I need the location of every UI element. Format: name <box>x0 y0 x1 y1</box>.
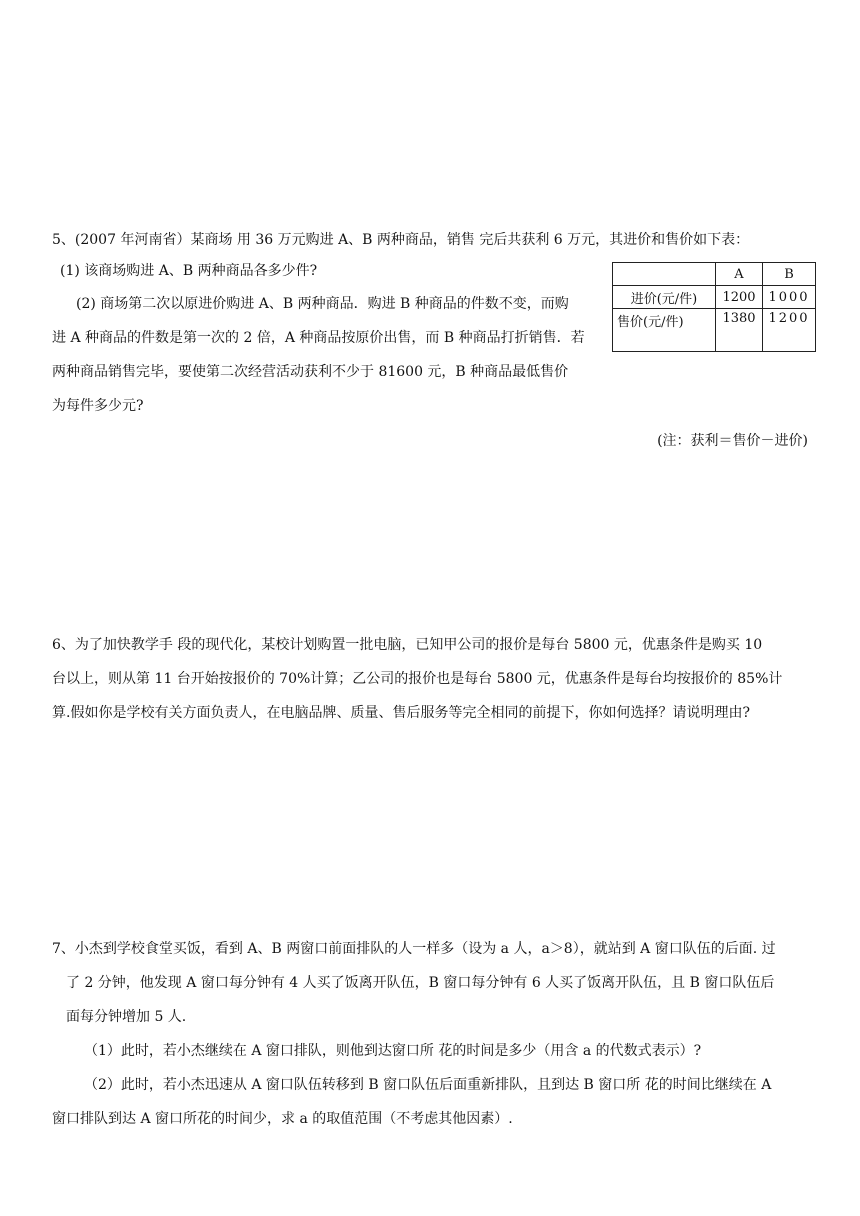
q6-line2: 台以上，则从第 11 台开始按报价的 70%计算；乙公司的报价也是每台 5800 元，优惠条件是每台均按报价的 85%计 <box>52 671 783 687</box>
q7-line1: 7、小杰到学校食堂买饭，看到 A、B 两窗口前面排队的人一样多（设为 a 人，a＞8），就站到 A 窗口队伍的后面. 过 <box>52 941 776 957</box>
table-header-row <box>613 263 816 286</box>
table-cell: 售价(元/件) <box>613 309 716 352</box>
table-row <box>613 286 816 309</box>
q5-part1: (1) 该商场购进 A、B 两种商品各多少件? <box>60 263 318 279</box>
q5-part2-line2: 进 A 种商品的件数是第一次的 2 倍，A 种商品按原价出售，而 B 种商品打折销售．若 <box>52 330 585 346</box>
table-cell: B <box>763 263 816 286</box>
table-cell: A <box>716 263 763 286</box>
q7-part1: （1）此时，若小杰继续在 A 窗口排队，则他到达窗口所 花的时间是多少（用含 a 的代数式表示）? <box>84 1043 702 1059</box>
price-table <box>612 262 816 352</box>
q5-intro: 5、(2007 年河南省）某商场 用 36 万元购进 A、B 两种商品，销售 完后共获利 6 万元，其进价和售价如下表： <box>52 232 750 248</box>
table-cell: 1200 <box>763 309 816 352</box>
q5-note: (注：获利＝售价－进价) <box>657 433 808 449</box>
table-cell <box>613 263 716 286</box>
q7-part2-line1: （2）此时，若小杰迅速从 A 窗口队伍转移到 B 窗口队伍后面重新排队，且到达 B 窗口所 花的时间比继续在 A <box>84 1077 772 1093</box>
table-cell: 1200 <box>716 286 763 309</box>
q5-part2-line1: (2) 商场第二次以原进价购进 A、B 两种商品．购进 B 种商品的件数不变，而购 <box>76 296 569 312</box>
q5-part2-line3: 两种商品销售完毕，要使第二次经营活动获利不少于 81600 元，B 种商品最低售价 <box>52 364 569 380</box>
q5-part2-line4: 为每件多少元? <box>52 398 144 414</box>
q6-line1: 6、为了加快教学手 段的现代化，某校计划购置一批电脑，已知甲公司的报价是每台 5800 元，优惠条件是购买 10 <box>52 637 763 653</box>
q7-line3: 面每分钟增加 5 人. <box>66 1009 187 1025</box>
table-cell: 1380 <box>716 309 763 352</box>
q7-line2: 了 2 分钟，他发现 A 窗口每分钟有 4 人买了饭离开队伍，B 窗口每分钟有 6 人买了饭离开队伍，且 B 窗口队伍后 <box>66 975 775 991</box>
table-row <box>613 309 816 352</box>
q7-part2-line2: 窗口排队到达 A 窗口所花的时间少，求 a 的取值范围（不考虑其他因素）. <box>52 1111 513 1127</box>
table-cell: 1000 <box>763 286 816 309</box>
q6-line3: 算.假如你是学校有关方面负责人，在电脑品牌、质量、售后服务等完全相同的前提下，你如何选择？请说明理由? <box>52 705 750 721</box>
table-cell: 进价(元/件) <box>613 286 716 309</box>
